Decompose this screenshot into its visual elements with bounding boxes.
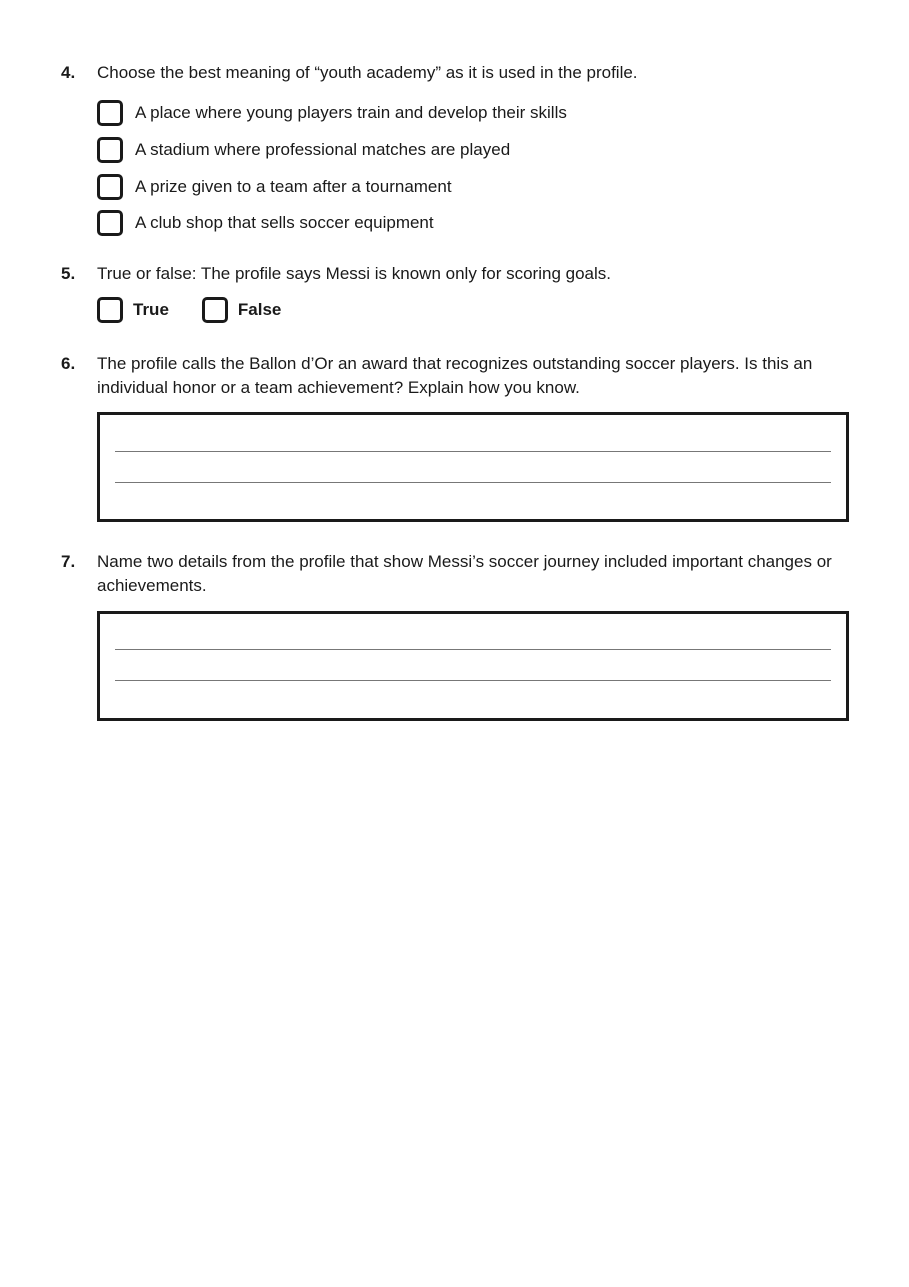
question-number: 4. (61, 63, 76, 82)
answer-option[interactable] (97, 208, 434, 238)
question-number: 6. (61, 354, 76, 373)
true-option[interactable] (97, 297, 169, 323)
question-number: 5. (61, 264, 76, 283)
false-label: False (237, 300, 282, 319)
option-checkbox[interactable] (97, 137, 123, 163)
option-label: A club shop that sells soccer equipment (135, 213, 434, 232)
option-label: A stadium where professional matches are played (135, 140, 511, 159)
option-label: A place where young players train and develop their skills (135, 103, 567, 122)
option-checkbox[interactable] (97, 174, 123, 200)
writing-line (115, 451, 831, 452)
question-number: 7. (61, 552, 76, 571)
question-text: True or false: The profile says Messi is known only for scoring goals. (97, 264, 611, 283)
answer-option[interactable] (97, 98, 567, 128)
true-label: True (133, 300, 169, 319)
option-checkbox[interactable] (97, 100, 123, 126)
option-checkbox[interactable] (97, 210, 123, 236)
false-checkbox[interactable] (202, 297, 228, 323)
question-text: The profile calls the Ballon d’Or an award that recognizes outstanding soccer players. Is this an individual honor or a team achievement? Explain how you know. (97, 354, 813, 397)
writing-line (115, 482, 831, 483)
true-checkbox[interactable] (97, 297, 123, 323)
question-text: Name two details from the profile that show Messi’s soccer journey included important changes or achievements. (97, 552, 832, 595)
answer-option[interactable] (97, 135, 510, 165)
writing-line (115, 680, 831, 681)
answer-box[interactable] (97, 412, 849, 522)
answer-option[interactable] (97, 172, 452, 202)
answer-box[interactable] (97, 611, 849, 721)
question-text: Choose the best meaning of “youth academy” as it is used in the profile. (97, 63, 638, 82)
false-option[interactable] (202, 297, 281, 323)
option-label: A prize given to a team after a tournament (135, 177, 452, 196)
true-false-group (97, 297, 314, 323)
writing-line (115, 649, 831, 650)
